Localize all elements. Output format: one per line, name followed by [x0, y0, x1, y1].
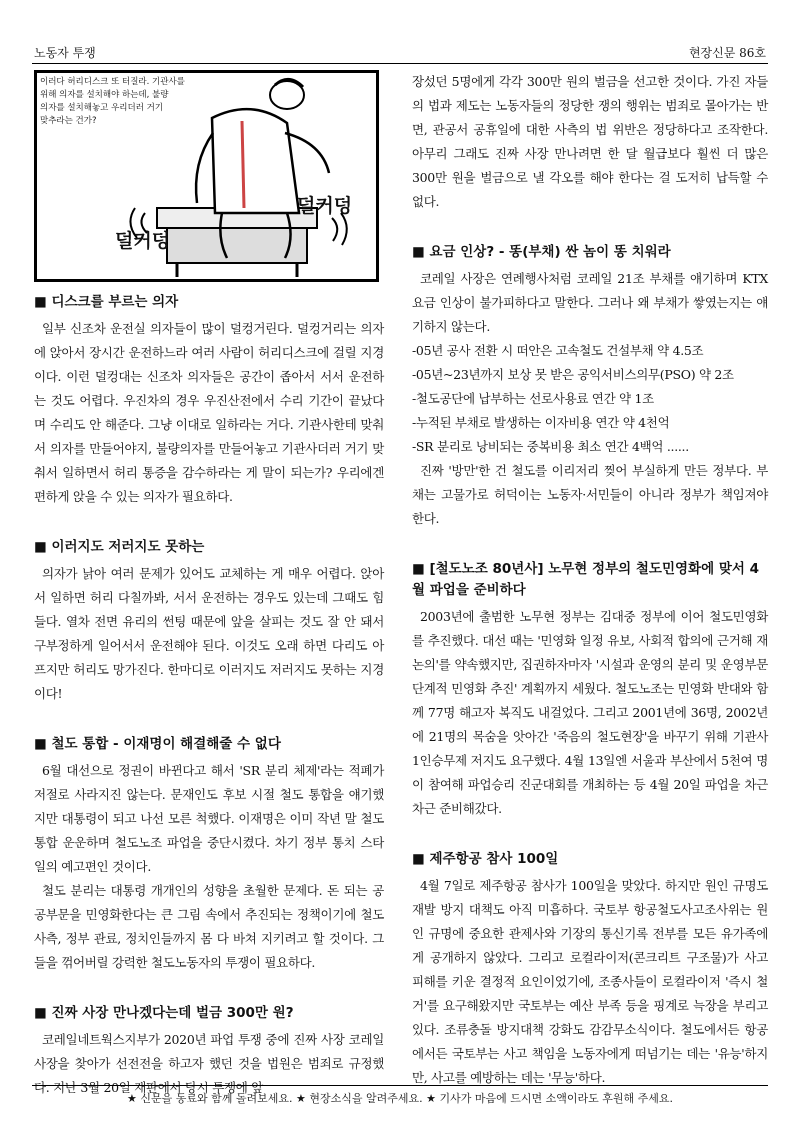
article-paragraph: 코레일 사장은 연례행사처럼 코레일 21조 부채를 얘기하며 KTX 요금 인상이 불가피하다고 말한다. 그러나 왜 부채가 쌓였는지는 얘기하지 않는다.: [412, 271, 768, 334]
article-paragraph: 2003년에 출범한 노무현 정부는 김대중 정부에 이어 철도민영화를 추진했다. 대선 때는 '민영화 일정 유보, 사회적 합의에 근거해 재논의'를 약속했지만, 집권하자마자 '시설과 운영의 분리 및 운영부문 단계적 민영화 추진' 계획까지 세웠다. 철도노조는 민영화 반대와 함께 77명 해고자 복직도 내걸었다. 그리고 2001년에 36명, 2002년에 21명의 목숨을 앗아간 '죽음의 철도현장'을 바꾸기 위해 기관사 1인승무제 저지도 요구했다. 4월 13일엔 서울과 부산에서 5천여 명이 참여해 파업승리 진군대회를 개최하는 등 4월 20일 파업을 차근차근 준비해갔다.: [412, 609, 768, 816]
right-column: [412, 70, 768, 1104]
article-paragraph: 일부 신조차 운전실 의자들이 많이 덜컹거린다. 덜컹거리는 의자에 앉아서 장시간 운전하느라 여러 사람이 허리디스크에 걸릴 지경이다. 이런 덜컹대는 신조차 의자들은 공간이 좁아서 서서 운전하는 것도 어렵다. 우진차의 경우 우진산전에서 수리 기간이 끝났다며 수리도 안 해준다. 그냥 이대로 일하라는 거다. 기관사한테 맞춰서 의자를 만들어야지, 불량의자를 만들어놓고 기관사더러 거기 맞춰서 일하면서 허리 통증을 감수하라는 게 말이 되는가? 우리에겐 편하게 앉을 수 있는 의자가 필요하다.: [34, 321, 384, 504]
footer-notice: ★ 신문을 동료와 함께 돌려보세요. ★ 현장소식을 알려주세요. ★ 기사가 마음에 드시면 소액이라도 후원해 주세요.: [127, 1092, 673, 1105]
article-paragraph: 철도 분리는 대통령 개개인의 성향을 초월한 문제다. 돈 되는 공공부문을 민영화한다는 큰 그림 속에서 추진되는 정책이기에 철도 사측, 정부 관료, 정치인들까지 몸 다 바쳐 지키려고 할 것이다. 그들을 꺾어버릴 강력한 철도노동자의 투쟁이 필요하다.: [34, 883, 384, 970]
debt-list-item: -철도공단에 납부하는 선로사용료 연간 약 1조: [412, 391, 654, 406]
cartoon-sound-effect-left: 덜커덩: [115, 230, 171, 252]
article-title: ■ 제주항공 참사 100일: [412, 851, 559, 867]
article-title: ■ 철도 통합 - 이재명이 해결해줄 수 없다: [34, 736, 281, 752]
article-neither-way: [34, 537, 384, 706]
article-title: ■ 진짜 사장 만나겠다는데 벌금 300만 원?: [34, 1005, 294, 1021]
cartoon-sound-effect-right: 덜커덩: [297, 195, 353, 217]
debt-list-item: -누적된 부채로 발생하는 이자비용 연간 약 4천억: [412, 415, 670, 430]
article-paragraph: 진짜 '방만'한 건 철도를 이리저리 찢어 부실하게 만든 정부다. 부채는 고물가로 허덕이는 노동자·서민들이 아니라 정부가 책임져야 한다.: [412, 463, 768, 526]
cartoon-speech-bubble: 이러다 허리디스크 또 터질라. 기관사를 위해 의자를 설치해야 하는데, 불량 의자를 설치해놓고 우리더러 거기 맞추라는 건가?: [40, 77, 185, 126]
article-jeju-air: [412, 849, 768, 1090]
left-column: [34, 70, 384, 1114]
article-title: ■ 이러지도 저러지도 못하는: [34, 539, 205, 555]
cartoon-illustration: [34, 70, 379, 282]
article-paragraph: 6월 대선으로 정권이 바뀐다고 해서 'SR 분리 체제'라는 적폐가 저절로 사라지진 않는다. 문재인도 후보 시절 철도 통합을 얘기했지만 대통령이 되고 나선 모른 척했다. 이재명은 이미 작년 말 철도 통합 운운하며 철도노조 파업을 중단시켰다. 차기 정부 통치 스타일의 예고편인 것이다.: [34, 763, 384, 874]
debt-list-item: -SR 분리로 낭비되는 중복비용 최소 연간 4백억 ......: [412, 439, 689, 454]
debt-list-item: -05년~23년까지 보상 못 받은 공익서비스의무(PSO) 약 2조: [412, 367, 734, 382]
header-paper-name: 노동자 투쟁: [34, 46, 96, 60]
article-title: ■ 요금 인상? - 똥(부채) 싼 놈이 똥 치워라: [412, 244, 671, 260]
article-title: ■ [철도노조 80년사] 노무현 정부의 철도민영화에 맞서 4월 파업을 준비하다: [412, 561, 759, 598]
header-issue-number: 현장신문 86호: [688, 46, 766, 60]
article-chair-disc: [34, 292, 384, 509]
article-title: ■ 디스크를 부르는 의자: [34, 294, 179, 310]
article-paragraph: 4월 7일로 제주항공 참사가 100일을 맞았다. 하지만 원인 규명도 재발 방지 대책도 아직 미흡하다. 국토부 항공철도사고조사위는 원인 규명에 중요한 관제사와 기장의 통신기록 전부를 모든 유가족에게 공개하지 않았다. 그리고 로컬라이저(콘크리트 구조물)가 사고 피해를 키운 결정적 요인이었기에, 조종사들이 로컬라이저 '즉시 철거'를 요구해왔지만 국토부는 예산 부족 등을 핑계로 늑장을 부리고 있다. 조류충돌 방지대책 강화도 감감무소식이다. 철도에서든 항공에서든 국토부는 사고 책임을 노동자에게 떠넘기는 데는 '유능'하지만, 사고를 예방하는 데는 '무능'하다.: [412, 878, 768, 1085]
article-fine-continued: [412, 70, 768, 214]
article-paragraph: 코레일네트웍스지부가 2020년 파업 투쟁 중에 진짜 사장 코레일 사장을 찾아가 선전전을 하고자 했던 것을 법원은 범죄로 규정했다. 지난 3월 20일 재판에서 당시 투쟁에 앞: [34, 1032, 384, 1095]
article-paragraph: 장섰던 5명에게 각각 300만 원의 벌금을 선고한 것이다. 가진 자들의 법과 제도는 노동자들의 정당한 쟁의 행위는 범죄로 몰아가는 반면, 관공서 공휴일에 대한 사측의 법 위반은 정당하다고 조작한다. 아무리 그래도 진짜 사장 만나려면 한 달 월급보다 훨씬 더 많은 300만 원을 벌금으로 낼 각오를 해야 한다는 걸 도저히 납득할 수 없다.: [412, 74, 768, 209]
article-rail-integration: [34, 734, 384, 975]
footer-rule: [32, 1085, 768, 1086]
article-union-history: [412, 559, 768, 821]
debt-list-item: -05년 공사 전환 시 떠안은 고속철도 건설부채 약 4.5조: [412, 343, 704, 358]
article-fare-increase: [412, 242, 768, 531]
article-paragraph: 의자가 낡아 여러 문제가 있어도 교체하는 게 매우 어렵다. 앉아서 일하면 허리 다칠까봐, 서서 운전하는 경우도 있는데 그때도 힘들다. 열차 전면 유리의 썬팅 때문에 앞을 살피는 것도 잘 안 돼서 구부정하게 일어서서 운전해야 된다. 이것도 오래 하면 다리도 아프지만 허리도 망가진다. 한마디로 이러지도 저러지도 못하는 지경이다!: [34, 566, 384, 701]
header-rule: [32, 63, 768, 64]
